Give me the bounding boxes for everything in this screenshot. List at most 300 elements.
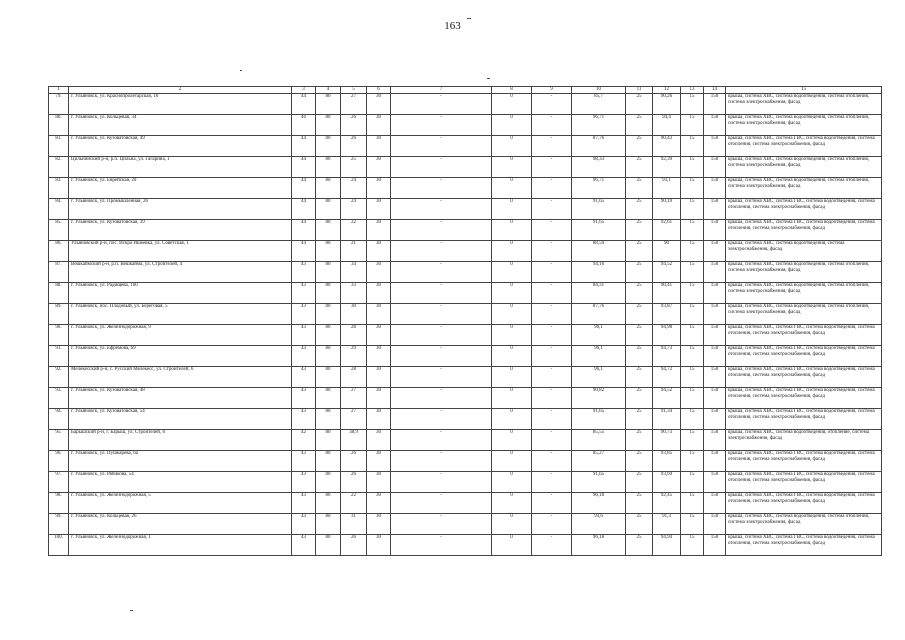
table-row [49,430,882,451]
value-cell-c8: 0 [492,178,532,199]
value-cell-c9: - [532,262,572,283]
value-cell-c12: 90,73 [653,430,681,451]
address-cell: г. Ульяновск, ул. Железнодорожная, 9 [69,325,292,346]
value-cell-c13: 15 [681,430,704,451]
value-cell-c12: 92,45 [653,493,681,514]
address-cell: г. Ульяновск, ул. Кузоватовская, 39 [69,220,292,241]
value-cell-c10: 96,18 [572,493,626,514]
value-cell-c14: 150 [704,220,726,241]
address-cell: г. Ульяновск, ул. Пушкарёва, 6а [69,451,292,472]
value-cell-c13: 15 [681,451,704,472]
value-cell-c7: - [391,346,492,367]
value-cell-c12: 92,39 [653,157,681,178]
value-cell-c7: - [391,262,492,283]
value-cell-c13: 15 [681,94,704,115]
value-cell-c13: 15 [681,493,704,514]
value-cell-c3: 43 [292,262,316,283]
value-cell-c9: - [532,367,572,388]
value-cell-c10: 96,1 [572,325,626,346]
value-cell-c12: 94,94 [653,535,681,556]
table-row [49,493,882,514]
value-cell-c5: 26 [341,115,367,136]
value-cell-c4: 80 [316,157,341,178]
value-cell-c10: 91,65 [572,199,626,220]
value-cell-c7: - [391,94,492,115]
works-list-cell: крыша, система ХВС, система водоотведения, система отопления, система электроснабжения, фасад [726,94,882,115]
value-cell-c8: 0 [492,262,532,283]
value-cell-c10: 96,18 [572,535,626,556]
value-cell-c6: 30 [367,535,391,556]
row-number-cell: 93. [49,388,69,409]
value-cell-c8: 0 [492,493,532,514]
value-cell-c5: 28 [341,367,367,388]
column-number: 12 [653,87,681,94]
works-list-cell: крыша, система ХВС, система водоотведения, система отопления, система электроснабжения, фасад [726,178,882,199]
value-cell-c10: 96,1 [572,367,626,388]
value-cell-c8: 0 [492,241,532,262]
value-cell-c6: 30 [367,493,391,514]
value-cell-c3: 44 [292,157,316,178]
value-cell-c14: 150 [704,178,726,199]
value-cell-c4: 80 [316,493,341,514]
value-cell-c7: - [391,325,492,346]
value-cell-c4: 80 [316,115,341,136]
address-cell: г. Ульяновск, пос. Плодовый, ул. Береговая, 5 [69,304,292,325]
table-row [49,115,882,136]
value-cell-c13: 15 [681,262,704,283]
value-cell-c11: 25 [626,535,653,556]
value-cell-c5: 25 [341,157,367,178]
value-cell-c11: 25 [626,388,653,409]
value-cell-c4: 80 [316,451,341,472]
value-cell-c8: 0 [492,514,532,535]
value-cell-c6: 30 [367,325,391,346]
value-cell-c4: 80 [316,409,341,430]
works-list-cell: крыша, система ХВС, система водоотведения, система отопления, система электроснабжения, фасад [726,514,882,535]
works-list-cell: крыша, система ХВС, система ГВС, система водоотведения, система отопления, система электроснабжения, фасад [726,451,882,472]
address-cell: г. Ульяновск, ул. Рябикова, 54 [69,472,292,493]
value-cell-c5: 27 [341,94,367,115]
value-cell-c6: 30 [367,262,391,283]
table-row [49,325,882,346]
value-cell-c3: 43 [292,346,316,367]
address-cell: г. Ульяновск, ул. Железнодорожная, 1 [69,535,292,556]
row-number-cell: 94. [49,409,69,430]
value-cell-c14: 150 [704,262,726,283]
value-cell-c6: 30 [367,94,391,115]
row-number-cell: 86. [49,241,69,262]
value-cell-c14: 150 [704,409,726,430]
value-cell-c11: 25 [626,325,653,346]
table-row [49,283,882,304]
row-number-cell: 85. [49,220,69,241]
value-cell-c8: 0 [492,325,532,346]
value-cell-c5: 33 [341,283,367,304]
value-cell-c11: 25 [626,199,653,220]
row-number-cell: 84. [49,199,69,220]
value-cell-c10: 85,27 [572,451,626,472]
value-cell-c5: 21 [341,241,367,262]
value-cell-c3: 44 [292,220,316,241]
value-cell-c5: 26 [341,136,367,157]
works-list-cell: крыша, система ХВС, система ГВС, система водоотведения, система отопления, система электроснабжения, фасад [726,388,882,409]
value-cell-c12: 94,72 [653,367,681,388]
table-row [49,304,882,325]
value-cell-c10: 91,65 [572,472,626,493]
value-cell-c12: 94,73 [653,346,681,367]
value-cell-c12: 90,41 [653,283,681,304]
value-cell-c11: 25 [626,262,653,283]
value-cell-c4: 80 [316,325,341,346]
value-cell-c13: 15 [681,241,704,262]
value-cell-c8: 0 [492,535,532,556]
value-cell-c11: 25 [626,451,653,472]
value-cell-c7: - [391,136,492,157]
value-cell-c12: 93,85 [653,451,681,472]
works-list-cell: крыша, система ХВС, система водоотведения, система отопления, система электроснабжения, фасад [726,262,882,283]
value-cell-c3: 44 [292,178,316,199]
value-cell-c9: - [532,451,572,472]
column-number: 5 [341,87,367,94]
scan-mark [130,610,133,611]
value-cell-c11: 25 [626,94,653,115]
value-cell-c10: 85,55 [572,430,626,451]
value-cell-c4: 80 [316,535,341,556]
row-number-cell: 83. [49,178,69,199]
value-cell-c14: 150 [704,241,726,262]
address-cell: г. Ульяновск, ул. Еврейская, 20 [69,178,292,199]
value-cell-c5: 29 [341,346,367,367]
value-cell-c3: 43 [292,409,316,430]
address-cell: г. Ульяновск, ул. Железнодорожная, 5 [69,493,292,514]
works-list-cell: крыша, система ХВС, система ГВС, система водоотведения, система отопления, система электроснабжения, фасад [726,136,882,157]
value-cell-c7: - [391,514,492,535]
works-list-cell: крыша, система ХВС, система водоотведения, отопление, система электроснабжения, фасад [726,430,882,451]
value-cell-c14: 150 [704,283,726,304]
column-number: 1 [49,87,69,94]
value-cell-c6: 30 [367,304,391,325]
value-cell-c14: 150 [704,199,726,220]
scan-mark [240,70,242,71]
value-cell-c9: - [532,283,572,304]
value-cell-c7: - [391,472,492,493]
value-cell-c6: 30 [367,241,391,262]
value-cell-c13: 15 [681,178,704,199]
works-list-cell: крыша, система ХВС, система ГВС, система водоотведения, система отопления, система электроснабжения, фасад [726,535,882,556]
value-cell-c10: 91,65 [572,220,626,241]
value-cell-c7: - [391,535,492,556]
value-cell-c3: 43 [292,283,316,304]
value-cell-c10: 84,31 [572,283,626,304]
value-cell-c7: - [391,493,492,514]
address-cell: Вешкаймский р-н, р.п. Вешкайма, ул. Строителей, 4 [69,262,292,283]
value-cell-c11: 25 [626,283,653,304]
value-cell-c14: 150 [704,514,726,535]
row-number-cell: 91. [49,346,69,367]
value-cell-c10: 91,65 [572,409,626,430]
address-cell: г. Ульяновск, ул. Ефремова, 69 [69,346,292,367]
value-cell-c9: - [532,535,572,556]
column-number: 11 [626,87,653,94]
column-number: 14 [704,87,726,94]
address-cell: г. Ульяновск, ул. Кольцевая, 34 [69,115,292,136]
value-cell-c3: 43 [292,367,316,388]
value-cell-c3: 43 [292,304,316,325]
value-cell-c4: 80 [316,430,341,451]
value-cell-c11: 25 [626,115,653,136]
table-row [49,388,882,409]
value-cell-c6: 30 [367,199,391,220]
row-number-cell: 92. [49,367,69,388]
value-cell-c14: 150 [704,472,726,493]
value-cell-c14: 150 [704,304,726,325]
value-cell-c12: 93,87 [653,304,681,325]
value-cell-c5: 30 [341,304,367,325]
row-number-cell: 88. [49,283,69,304]
works-list-cell: крыша, система ХВС, система ГВС, система водоотведения, система отопления, система электроснабжения, фасад [726,409,882,430]
value-cell-c7: - [391,451,492,472]
value-cell-c14: 150 [704,325,726,346]
value-cell-c8: 0 [492,157,532,178]
value-cell-c7: - [391,409,492,430]
value-cell-c12: 91,34 [653,409,681,430]
value-cell-c12: 90,43 [653,136,681,157]
value-cell-c14: 150 [704,136,726,157]
address-cell: г. Ульяновск, ул. Краснопролетарская, 16 [69,94,292,115]
value-cell-c13: 15 [681,346,704,367]
value-cell-c9: - [532,178,572,199]
address-cell: г. Ульяновск, ул. Кузоватовская, 49 [69,136,292,157]
value-cell-c3: 43 [292,325,316,346]
column-number: 2 [69,87,292,94]
value-cell-c10: 96,71 [572,115,626,136]
table-row [49,157,882,178]
value-cell-c3: 44 [292,199,316,220]
value-cell-c8: 0 [492,409,532,430]
value-cell-c10: 85,7 [572,94,626,115]
value-cell-c6: 30 [367,220,391,241]
value-cell-c13: 15 [681,115,704,136]
value-cell-c5: 27 [341,409,367,430]
value-cell-c11: 25 [626,367,653,388]
value-cell-c4: 80 [316,220,341,241]
value-cell-c13: 15 [681,157,704,178]
value-cell-c8: 0 [492,136,532,157]
value-cell-c6: 30 [367,283,391,304]
value-cell-c9: - [532,346,572,367]
value-cell-c8: 0 [492,304,532,325]
row-number-cell: 89. [49,304,69,325]
works-list-cell: крыша, система ХВС, система водоотведения, система отопления, система электроснабжения, фасад [726,115,882,136]
value-cell-c4: 80 [316,262,341,283]
address-cell: г. Ульяновск, ул. Радищева, 160 [69,283,292,304]
value-cell-c3: 44 [292,94,316,115]
table-row [49,136,882,157]
value-cell-c10: 98,33 [572,157,626,178]
row-number-cell: 82. [49,157,69,178]
works-list-cell: крыша, система ХВС, система ГВС, система водоотведения, система отопления, система электроснабжения, фасад [726,367,882,388]
value-cell-c8: 0 [492,367,532,388]
value-cell-c12: 94,4 [653,115,681,136]
value-cell-c5: 22 [341,220,367,241]
value-cell-c9: - [532,409,572,430]
value-cell-c14: 150 [704,115,726,136]
table-row [49,94,882,115]
value-cell-c4: 80 [316,283,341,304]
repair-schedule-table [48,86,882,556]
works-list-cell: крыша, система ХВС, система ГВС, система водоотведения, система отопления, система электроснабжения, фасад [726,325,882,346]
value-cell-c3: 43 [292,493,316,514]
value-cell-c12: 94,98 [653,325,681,346]
value-cell-c8: 0 [492,430,532,451]
row-number-cell: 100. [49,535,69,556]
address-cell: Цильнинский р-н, р.п. Цильна, ул. Гагарина, 1 [69,157,292,178]
value-cell-c9: - [532,430,572,451]
row-number-cell: 87. [49,262,69,283]
value-cell-c4: 80 [316,472,341,493]
table-row [49,262,882,283]
value-cell-c12: 90,19 [653,199,681,220]
value-cell-c6: 30 [367,451,391,472]
value-cell-c14: 150 [704,346,726,367]
value-cell-c12: 93,69 [653,472,681,493]
value-cell-c4: 80 [316,199,341,220]
value-cell-c10: 87,76 [572,304,626,325]
value-cell-c7: - [391,388,492,409]
value-cell-c5: 34 [341,262,367,283]
value-cell-c14: 150 [704,388,726,409]
works-list-cell: крыша, система ХВС, система водоотведения, система отопления, система электроснабжения, фасад [726,157,882,178]
value-cell-c9: - [532,94,572,115]
value-cell-c4: 80 [316,514,341,535]
value-cell-c9: - [532,493,572,514]
value-cell-c4: 80 [316,94,341,115]
value-cell-c9: - [532,199,572,220]
value-cell-c13: 15 [681,535,704,556]
page-number: 163 [444,20,461,32]
value-cell-c10: 90,82 [572,388,626,409]
value-cell-c8: 0 [492,451,532,472]
address-cell: г. Ульяновск, ул. Промышленная, 26 [69,199,292,220]
row-number-cell: 98. [49,493,69,514]
value-cell-c3: 43 [292,535,316,556]
row-number-cell: 90. [49,325,69,346]
value-cell-c6: 30 [367,409,391,430]
value-cell-c4: 80 [316,304,341,325]
row-number-cell: 80. [49,115,69,136]
row-number-cell: 95. [49,430,69,451]
value-cell-c9: - [532,241,572,262]
value-cell-c10: 88,59 [572,241,626,262]
address-cell: г. Ульяновск, ул. Кузоватовская, 48 [69,388,292,409]
value-cell-c10: 93,6 [572,514,626,535]
value-cell-c4: 80 [316,388,341,409]
value-cell-c13: 15 [681,283,704,304]
value-cell-c13: 15 [681,514,704,535]
table-row [49,535,882,556]
value-cell-c7: - [391,304,492,325]
value-cell-c10: 96,1 [572,346,626,367]
column-number: 4 [316,87,341,94]
column-number: 3 [292,87,316,94]
value-cell-c12: 92,61 [653,220,681,241]
value-cell-c14: 150 [704,451,726,472]
value-cell-c9: - [532,157,572,178]
value-cell-c13: 15 [681,136,704,157]
table-row [49,472,882,493]
value-cell-c13: 15 [681,304,704,325]
works-list-cell: крыша, система ХВС, система водоотведения, система отопления, система электроснабжения, фасад [726,283,882,304]
value-cell-c9: - [532,304,572,325]
value-cell-c7: - [391,115,492,136]
value-cell-c8: 0 [492,388,532,409]
value-cell-c5: 26 [341,472,367,493]
value-cell-c14: 150 [704,535,726,556]
works-list-cell: крыша, система ХВС, система ГВС, система водоотведения, система отопления, система электроснабжения, фасад [726,472,882,493]
value-cell-c12: 94,52 [653,262,681,283]
value-cell-c3: 44 [292,241,316,262]
row-number-cell: 81. [49,136,69,157]
value-cell-c9: - [532,388,572,409]
value-cell-c11: 25 [626,346,653,367]
column-number: 9 [532,87,572,94]
value-cell-c12: 90,26 [653,94,681,115]
table-row [49,367,882,388]
value-cell-c5: 27 [341,388,367,409]
value-cell-c14: 150 [704,157,726,178]
value-cell-c5: 22 [341,493,367,514]
value-cell-c6: 30 [367,136,391,157]
address-cell: Барышский р-н, г. Барыш, ул. Строителей, 8 [69,430,292,451]
value-cell-c13: 15 [681,199,704,220]
address-cell: г. Ульяновск, ул. Кузоватовская, 54 [69,409,292,430]
value-cell-c8: 0 [492,220,532,241]
value-cell-c9: - [532,220,572,241]
works-list-cell: крыша, система ХВС, система ГВС, система водоотведения, система отопления, система электроснабжения, фасад [726,220,882,241]
value-cell-c6: 30 [367,346,391,367]
works-list-cell: крыша, система ХВС, система водоотведения, система отопления, система электроснабжения, фасад [726,304,882,325]
value-cell-c11: 25 [626,493,653,514]
value-cell-c9: - [532,115,572,136]
value-cell-c8: 0 [492,94,532,115]
value-cell-c11: 25 [626,157,653,178]
address-cell: Ульяновский р-н, пос. Искра Ишеевка, ул. Советская, 1 [69,241,292,262]
column-number: 15 [726,87,882,94]
value-cell-c8: 0 [492,199,532,220]
value-cell-c3: 44 [292,136,316,157]
value-cell-c4: 80 [316,136,341,157]
value-cell-c3: 42 [292,430,316,451]
value-cell-c10: 87,76 [572,136,626,157]
value-cell-c13: 15 [681,220,704,241]
table-row [49,199,882,220]
value-cell-c3: 43 [292,472,316,493]
value-cell-c5: 31 [341,514,367,535]
value-cell-c8: 0 [492,115,532,136]
value-cell-c9: - [532,136,572,157]
table-row [49,241,882,262]
column-number-row [49,87,882,94]
value-cell-c3: 43 [292,514,316,535]
column-number: 7 [391,87,492,94]
scan-mark [487,78,490,79]
row-number-cell: 99. [49,514,69,535]
table-row [49,346,882,367]
value-cell-c5: 28 [341,325,367,346]
value-cell-c4: 80 [316,367,341,388]
scan-mark [467,18,471,19]
value-cell-c6: 30 [367,178,391,199]
